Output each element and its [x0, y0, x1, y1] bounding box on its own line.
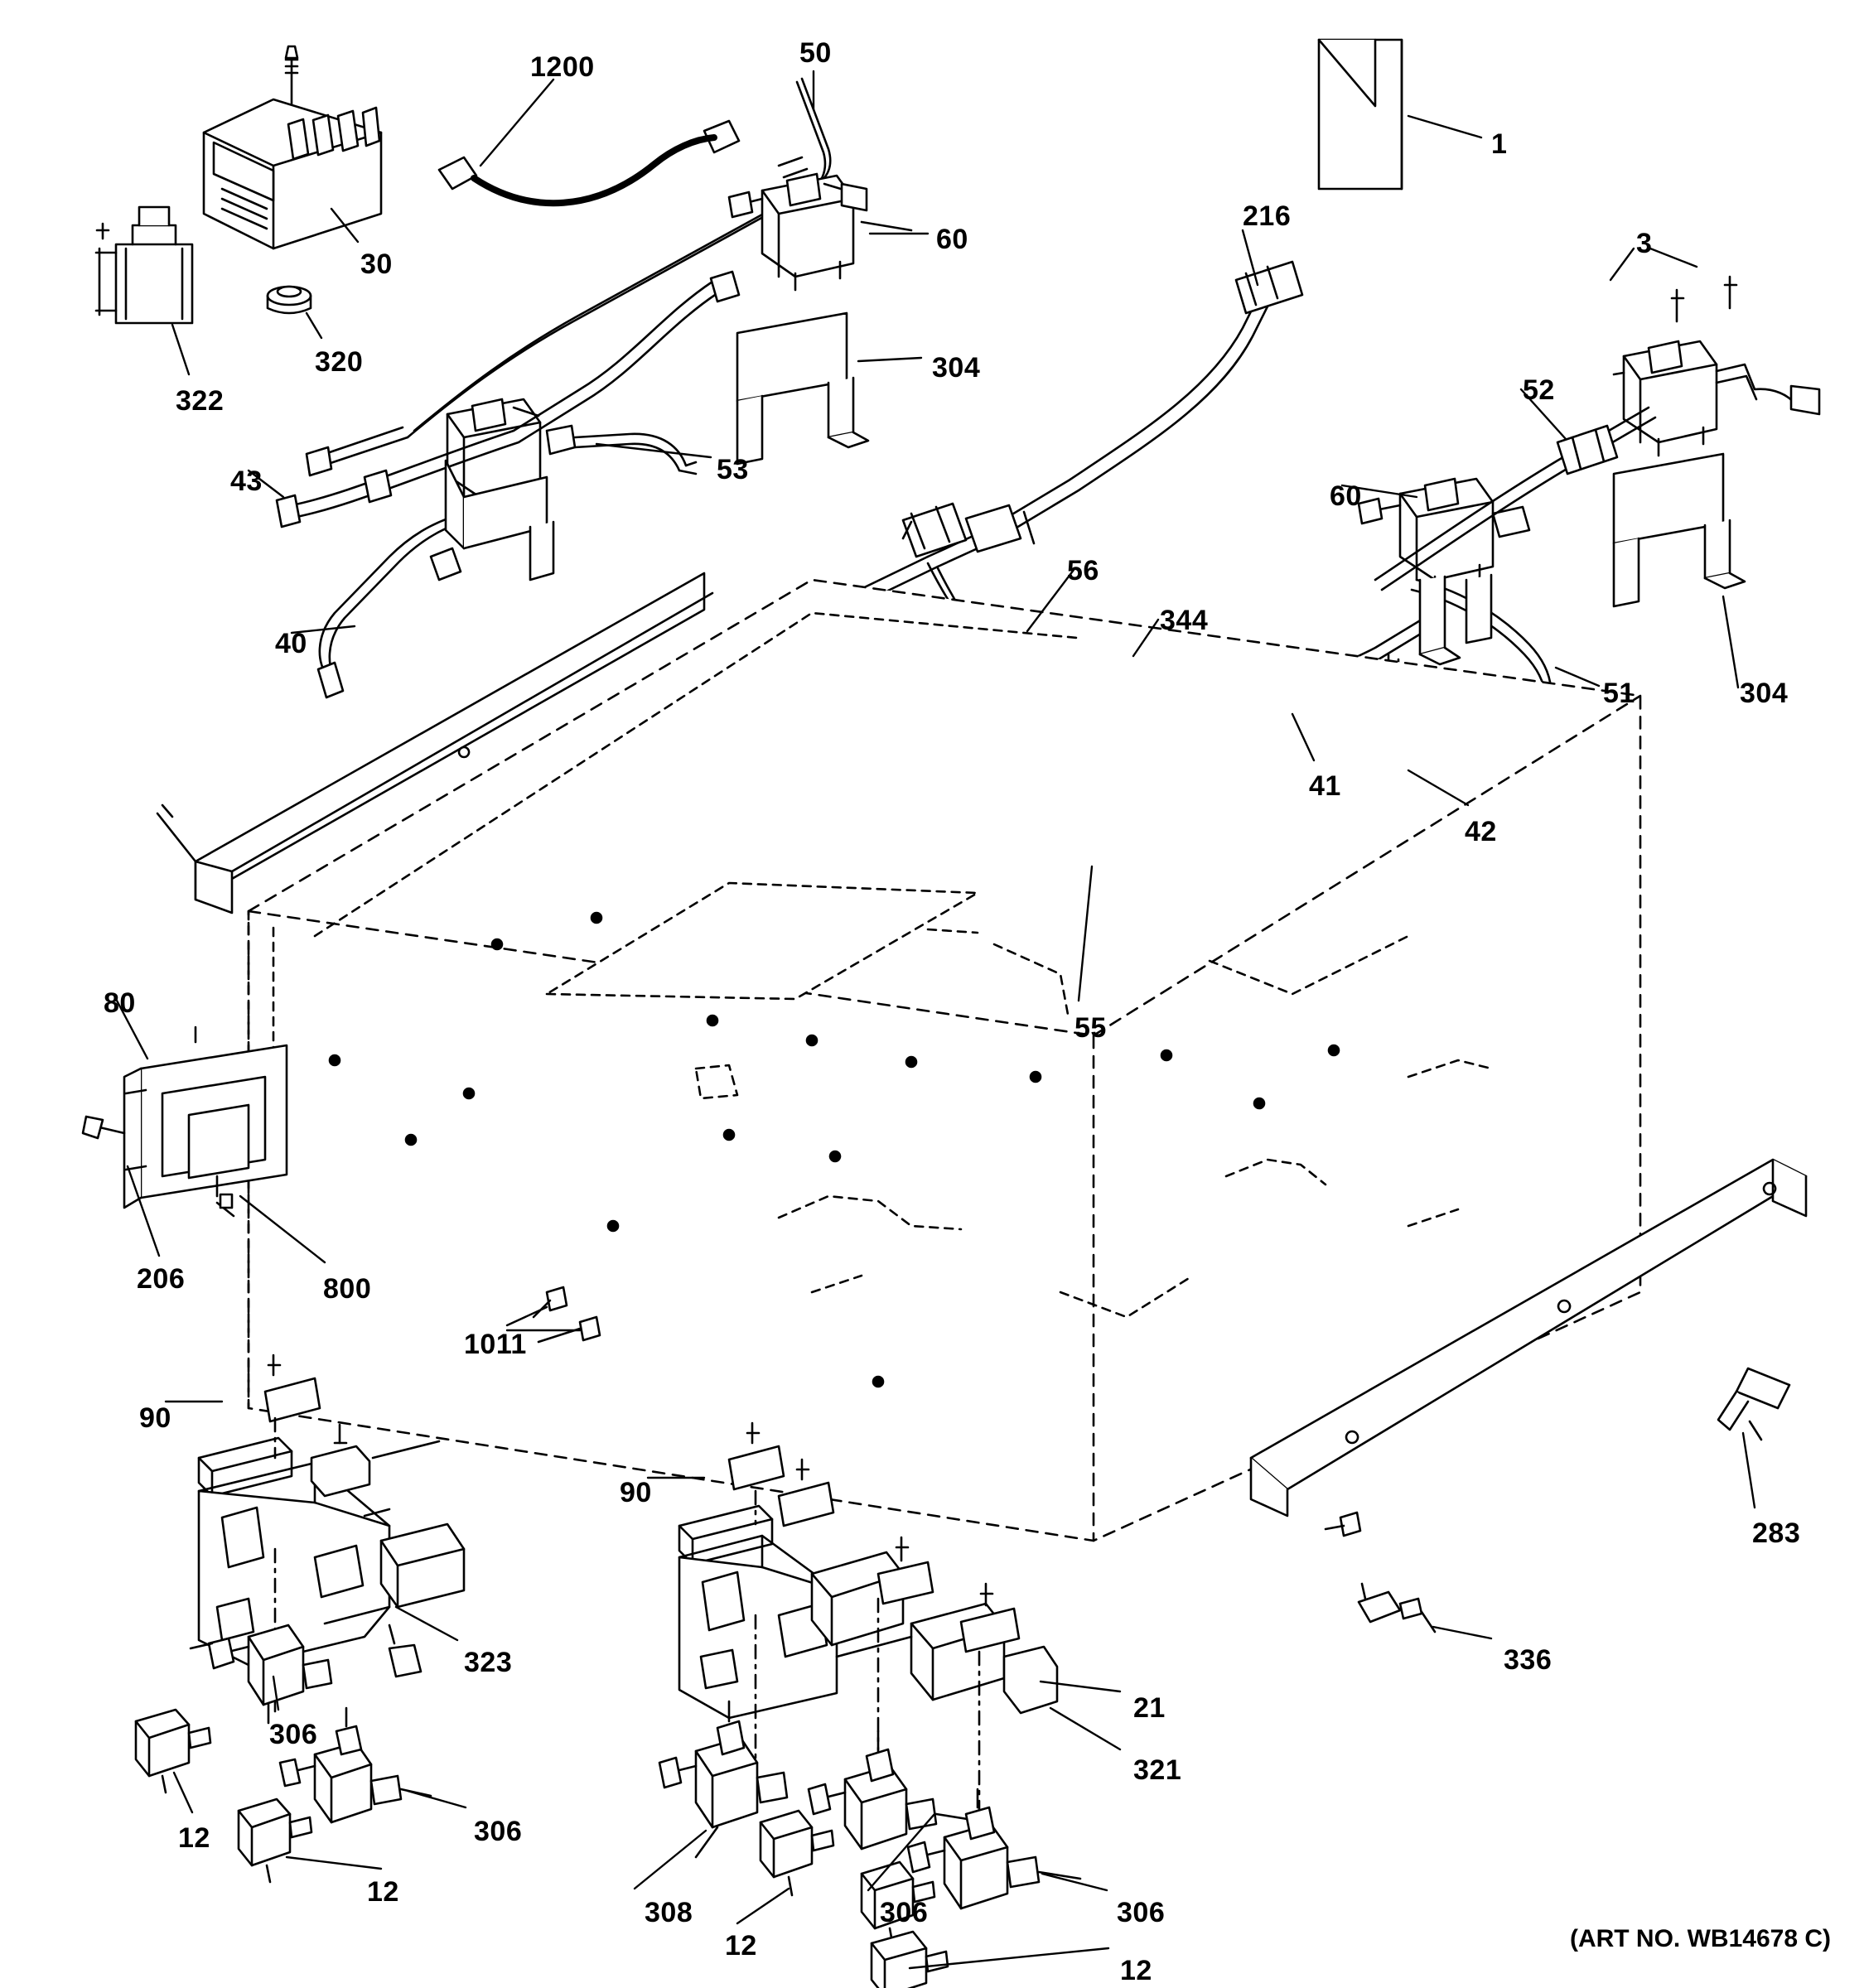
callout-41: 41: [1309, 770, 1341, 802]
callout-90: 90: [139, 1402, 171, 1434]
callout-43: 43: [230, 466, 263, 497]
callout-90: 90: [620, 1477, 652, 1508]
callout-304: 304: [932, 352, 981, 384]
callout-3: 3: [1636, 228, 1653, 259]
callout-216: 216: [1243, 200, 1292, 232]
callout-283: 283: [1752, 1518, 1801, 1549]
callout-51: 51: [1603, 678, 1635, 709]
part-knob-switch-12-b: [239, 1799, 311, 1882]
callout-12: 12: [367, 1876, 399, 1908]
callout-206: 206: [137, 1263, 186, 1295]
part-handle-283: [1718, 1368, 1789, 1440]
part-gas-valve-306-center: [809, 1731, 978, 1849]
callout-30: 30: [360, 248, 393, 280]
callout-304: 304: [1740, 678, 1789, 709]
callout-12: 12: [178, 1822, 210, 1854]
callout-52: 52: [1523, 374, 1555, 406]
part-transformer-322: [96, 207, 192, 323]
callout-53: 53: [717, 454, 749, 485]
art-number-label: (ART NO. WB14678 C): [1569, 1925, 1831, 1952]
part-gas-valve-right-top: [1614, 277, 1819, 456]
callout-12: 12: [1120, 1955, 1152, 1986]
part-instruction-booklet-1: [1319, 40, 1402, 189]
callout-336: 336: [1504, 1644, 1553, 1676]
part-fitting-336: [1359, 1584, 1435, 1632]
callout-323: 323: [464, 1647, 513, 1678]
callout-306: 306: [269, 1719, 318, 1750]
part-grommet-320: [268, 287, 311, 313]
callout-800: 800: [323, 1273, 372, 1305]
callout-56: 56: [1067, 555, 1099, 586]
callout-80: 80: [104, 987, 136, 1019]
callout-12: 12: [725, 1930, 757, 1961]
callout-306: 306: [474, 1816, 523, 1847]
part-bracket-304-left: [737, 313, 868, 464]
part-gas-valve-60-top: [729, 174, 911, 290]
callout-40: 40: [275, 628, 307, 659]
callout-306: 306: [880, 1897, 929, 1928]
callout-1011: 1011: [464, 1329, 527, 1360]
callout-42: 42: [1465, 816, 1497, 847]
callout-306: 306: [1117, 1897, 1166, 1928]
callout-1: 1: [1491, 128, 1508, 160]
callout-21: 21: [1133, 1692, 1166, 1724]
callout-60: 60: [936, 224, 968, 255]
callout-320: 320: [315, 346, 364, 378]
callout-1200: 1200: [530, 51, 595, 83]
part-knob-switch-12-c: [761, 1811, 833, 1895]
callout-308: 308: [645, 1897, 693, 1928]
callout-50: 50: [799, 37, 832, 69]
callout-322: 322: [176, 385, 225, 417]
callout-344: 344: [1160, 605, 1209, 636]
callout-55: 55: [1074, 1012, 1107, 1044]
callout-60: 60: [1330, 480, 1362, 512]
part-knob-switch-12-a: [136, 1710, 210, 1793]
part-control-module-30: [204, 46, 381, 248]
callout-321: 321: [1133, 1754, 1182, 1786]
